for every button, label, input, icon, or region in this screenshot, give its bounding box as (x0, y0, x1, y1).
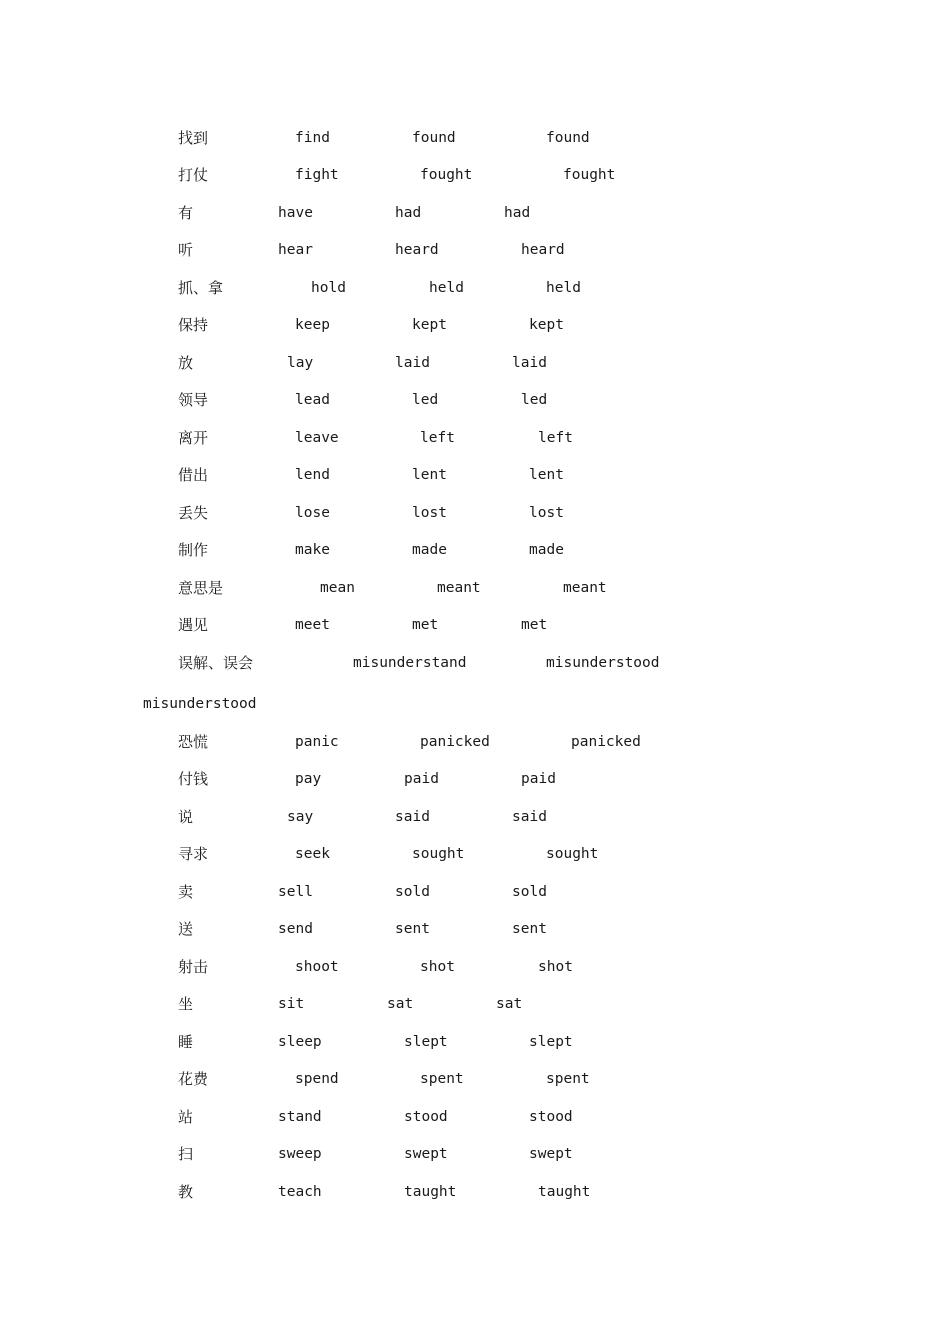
verb-base-form: find (295, 130, 330, 146)
verb-row-lend (0, 463, 950, 487)
verb-row-mean (0, 576, 950, 600)
verb-base-form: spend (295, 1071, 339, 1087)
verb-base-form: lead (295, 392, 330, 408)
verb-past-tense: sought (412, 846, 465, 862)
verb-chinese: 教 (178, 1183, 194, 1201)
verb-row-lead (0, 388, 950, 412)
verb-past-participle: panicked (571, 734, 641, 750)
verb-row-sleep (0, 1030, 950, 1054)
verb-past-tense: held (429, 280, 464, 296)
verb-past-participle: laid (512, 355, 547, 371)
verb-chinese: 恐慌 (178, 733, 209, 751)
verb-past-tense: sold (395, 884, 430, 900)
verb-row-send (0, 917, 950, 941)
verb-base-form: send (278, 921, 313, 937)
verb-base-form: fight (295, 167, 339, 183)
verb-past-tense: taught (404, 1184, 457, 1200)
verb-past-participle: taught (538, 1184, 591, 1200)
verb-base-form: meet (295, 617, 330, 633)
verb-chinese: 借出 (178, 466, 209, 484)
verb-past-tense: led (412, 392, 439, 408)
verb-chinese: 坐 (178, 995, 194, 1013)
verb-base-form: misunderstand (353, 655, 467, 671)
verb-row-fight (0, 163, 950, 187)
verb-row-seek (0, 842, 950, 866)
verb-chinese: 寻求 (178, 845, 209, 863)
verb-chinese: 扫 (178, 1145, 194, 1163)
verb-row-sweep (0, 1142, 950, 1166)
verb-row-misunderstand (0, 651, 950, 675)
verb-past-tense: spent (420, 1071, 464, 1087)
verb-row-teach (0, 1180, 950, 1204)
verb-chinese: 睡 (178, 1033, 194, 1051)
verb-base-form: keep (295, 317, 330, 333)
verb-chinese: 制作 (178, 541, 209, 559)
verb-base-form: stand (278, 1109, 322, 1125)
verb-past-participle: lost (529, 505, 564, 521)
verb-row-have (0, 201, 950, 225)
verb-chinese: 有 (178, 204, 194, 222)
verb-past-participle: spent (546, 1071, 590, 1087)
verb-chinese: 意思是 (178, 579, 224, 597)
verb-base-form: sleep (278, 1034, 322, 1050)
verb-base-form: lose (295, 505, 330, 521)
verb-base-form: have (278, 205, 313, 221)
verb-past-tense: lost (412, 505, 447, 521)
verb-chinese: 打仗 (178, 166, 209, 184)
verb-chinese: 站 (178, 1108, 194, 1126)
verb-chinese: 保持 (178, 316, 209, 334)
verb-chinese: 抓、拿 (178, 279, 224, 297)
verb-row-stand (0, 1105, 950, 1129)
verb-past-tense: stood (404, 1109, 448, 1125)
verb-past-tense: sat (387, 996, 414, 1012)
verb-row-meet (0, 613, 950, 637)
verb-past-tense: misunderstood (546, 655, 660, 671)
verb-chinese: 花费 (178, 1070, 209, 1088)
verb-past-tense: heard (395, 242, 439, 258)
verb-chinese: 找到 (178, 129, 209, 147)
verb-past-tense: slept (404, 1034, 448, 1050)
verb-past-tense: met (412, 617, 439, 633)
verb-past-participle: sold (512, 884, 547, 900)
verb-row-hear (0, 238, 950, 262)
verb-chinese: 卖 (178, 883, 194, 901)
verb-chinese: 听 (178, 241, 194, 259)
verb-base-form: say (287, 809, 314, 825)
verb-past-tense: had (395, 205, 422, 221)
verb-past-tense: made (412, 542, 447, 558)
verb-chinese: 误解、误会 (178, 654, 254, 672)
verb-past-participle: fought (563, 167, 616, 183)
verb-base-form: hold (311, 280, 346, 296)
verb-base-form: pay (295, 771, 322, 787)
verb-past-participle: swept (529, 1146, 573, 1162)
verb-chinese: 丢失 (178, 504, 209, 522)
verb-base-form: sweep (278, 1146, 322, 1162)
verb-past-participle: sat (496, 996, 523, 1012)
verb-chinese: 送 (178, 920, 194, 938)
verb-base-form: leave (295, 430, 339, 446)
verb-past-participle: stood (529, 1109, 573, 1125)
verb-past-participle: lent (529, 467, 564, 483)
verb-past-tense: said (395, 809, 430, 825)
verb-past-tense: shot (420, 959, 455, 975)
verb-base-form: lend (295, 467, 330, 483)
verb-row-sit (0, 992, 950, 1016)
verb-base-form: mean (320, 580, 355, 596)
verb-past-participle: said (512, 809, 547, 825)
verb-row-leave (0, 426, 950, 450)
verb-past-participle: sent (512, 921, 547, 937)
verb-base-form: shoot (295, 959, 339, 975)
verb-past-tense: found (412, 130, 456, 146)
verb-chinese: 射击 (178, 958, 209, 976)
verb-base-form: panic (295, 734, 339, 750)
verb-past-participle: had (504, 205, 531, 221)
verb-past-participle: found (546, 130, 590, 146)
verb-past-tense: lent (412, 467, 447, 483)
verb-chinese: 说 (178, 808, 194, 826)
verb-past-tense: paid (404, 771, 439, 787)
verb-row-sell (0, 880, 950, 904)
verb-row-find (0, 126, 950, 150)
verb-row-spend (0, 1067, 950, 1091)
verb-past-participle: sought (546, 846, 599, 862)
verb-base-form: lay (287, 355, 314, 371)
verb-past-tense: left (420, 430, 455, 446)
verb-chinese: 遇见 (178, 616, 209, 634)
verb-past-tense: panicked (420, 734, 490, 750)
verb-past-participle: paid (521, 771, 556, 787)
verb-base-form: hear (278, 242, 313, 258)
verb-past-participle: heard (521, 242, 565, 258)
verb-past-participle: led (521, 392, 548, 408)
verb-chinese: 离开 (178, 429, 209, 447)
verb-past-participle: made (529, 542, 564, 558)
verb-row-make (0, 538, 950, 562)
verb-past-tense: swept (404, 1146, 448, 1162)
verb-chinese: 付钱 (178, 770, 209, 788)
verb-row-lose (0, 501, 950, 525)
verb-base-form: sit (278, 996, 305, 1012)
verb-past-tense: meant (437, 580, 481, 596)
verb-row-say (0, 805, 950, 829)
verb-row-panic (0, 730, 950, 754)
verb-past-tense: kept (412, 317, 447, 333)
verb-chinese: 放 (178, 354, 194, 372)
verb-chinese: 领导 (178, 391, 209, 409)
verb-past-participle: meant (563, 580, 607, 596)
verb-past-participle: held (546, 280, 581, 296)
verb-base-form: teach (278, 1184, 322, 1200)
verb-past-participle: left (538, 430, 573, 446)
verb-past-participle: met (521, 617, 548, 633)
verb-row-lay (0, 351, 950, 375)
wrapped-past-participle: misunderstood (143, 696, 257, 712)
verb-past-participle: shot (538, 959, 573, 975)
verb-base-form: sell (278, 884, 313, 900)
verb-base-form: make (295, 542, 330, 558)
verb-past-tense: fought (420, 167, 473, 183)
verb-row-pay (0, 767, 950, 791)
verb-base-form: seek (295, 846, 330, 862)
verb-row-keep (0, 313, 950, 337)
verb-past-tense: laid (395, 355, 430, 371)
verb-row-hold (0, 276, 950, 300)
verb-past-participle: slept (529, 1034, 573, 1050)
verb-row-shoot (0, 955, 950, 979)
verb-past-tense: sent (395, 921, 430, 937)
verb-past-participle: kept (529, 317, 564, 333)
